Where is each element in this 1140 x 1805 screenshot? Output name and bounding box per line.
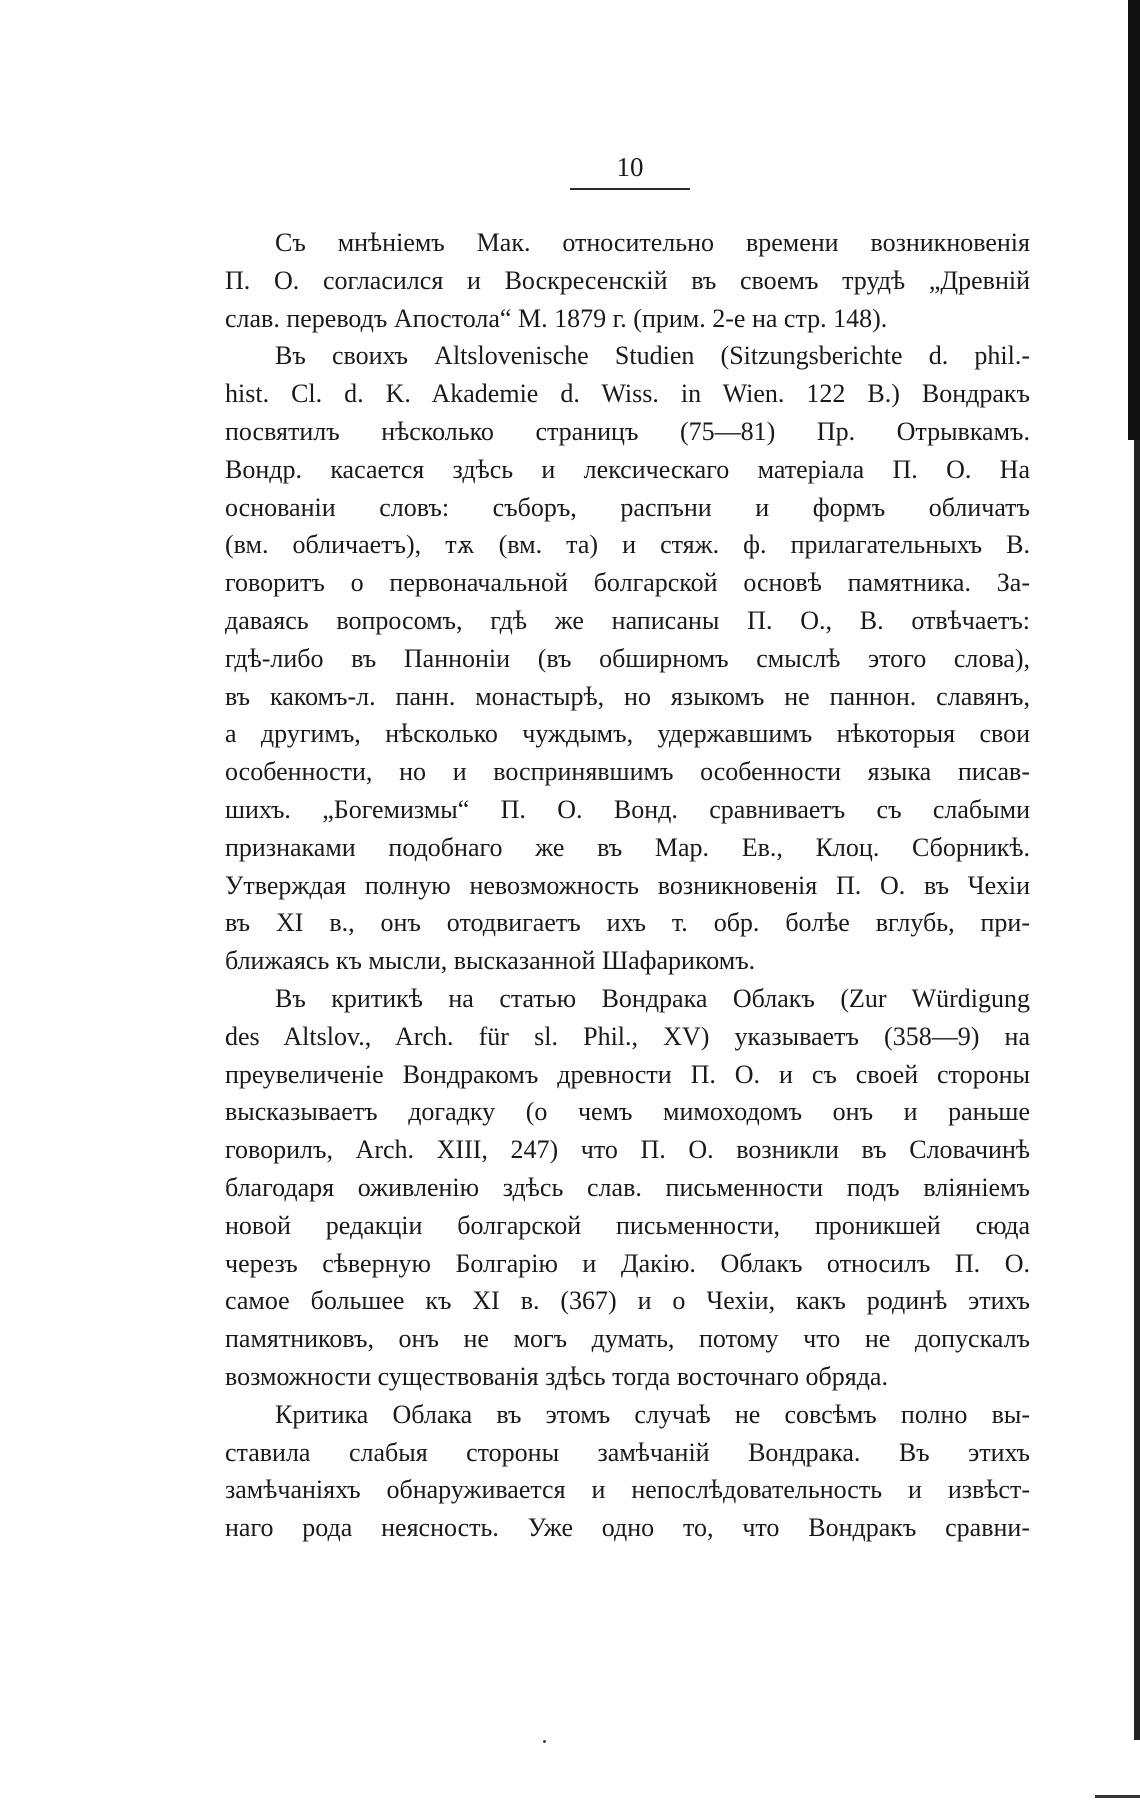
text-line: признаками подобнаго же въ Мар. Ев., Клоц. Сборникѣ.: [225, 832, 1030, 862]
body-text: [225, 224, 1030, 1547]
text-line: Въ своихъ Altslovenische Studien (Sitzungsberichte d. phil.-: [275, 341, 1030, 371]
text-line: hist. Cl. d. K. Akademie d. Wiss. in Wien. 122 B.) Вондракъ: [225, 379, 1030, 409]
text-line: возможности существованія здѣсь тогда восточнаго обряда.: [225, 1361, 888, 1391]
text-line: Съ мнѣніемъ Мак. относительно времени возникновенія: [275, 228, 1030, 257]
text-line: новой редакціи болгарской письменности, проникшей сюда: [225, 1210, 1030, 1240]
text-line: высказываетъ догадку (о чемъ мимоходомъ онъ и раньше: [225, 1097, 1030, 1127]
text-line: des Altslov., Arch. für sl. Phil., XV) указываетъ (358—9) на: [225, 1021, 1030, 1051]
text-line: наго рода неясность. Уже одно то, что Вондракъ сравни-: [225, 1513, 1030, 1543]
text-line: Критика Облака въ этомъ случаѣ не совсѣмъ полно вы-: [275, 1399, 1030, 1429]
text-line: замѣчаніяхъ обнаруживается и непослѣдовательность и извѣст-: [225, 1475, 1030, 1505]
text-line: говоритъ о первоначальной болгарской основѣ памятника. За-: [225, 568, 1030, 598]
text-line: благодаря оживленію здѣсь слав. письменности подъ вліяніемъ: [225, 1172, 1030, 1202]
text-line: говорилъ, Arch. XIII, 247) что П. О. возникли въ Словачинѣ: [225, 1135, 1030, 1165]
text-line: памятниковъ, онъ не могъ думать, потому что не допускалъ: [225, 1324, 1030, 1354]
binding-edge-shadow-lower: [1134, 440, 1140, 1740]
text-line: посвятилъ нѣсколько страницъ (75—81) Пр. Отрывкамъ.: [225, 416, 1030, 446]
page-number: 10: [616, 152, 644, 182]
text-line: а другимъ, нѣсколько чуждымъ, удержавшимъ нѣкоторыя свои: [225, 719, 1030, 749]
text-line: въ XI в., онъ отодвигаетъ ихъ т. обр. болѣе вглубь, при-: [225, 908, 1030, 938]
text-line: преувеличеніе Вондракомъ древности П. О. и съ своей стороны: [225, 1059, 1030, 1089]
text-line: Въ критикѣ на статью Вондрака Облакъ (Zur Würdigung: [275, 983, 1030, 1013]
text-line: ближаясь къ мысли, высказанной Шафарикомъ.: [225, 946, 756, 976]
text-line: черезъ сѣверную Болгарію и Дакію. Облакъ относилъ П. О.: [225, 1248, 1030, 1278]
paper-speck: [543, 1740, 546, 1743]
text-line: Вондр. касается здѣсь и лексическаго матеріала П. О. На: [225, 454, 1030, 484]
text-line: самое большее къ XI в. (367) и о Чехіи, какъ родинѣ этихъ: [225, 1286, 1030, 1316]
text-line: шихъ. „Богемизмы“ П. О. Вонд. сравниваетъ съ слабыми: [225, 794, 1030, 824]
binding-edge-shadow: [1128, 0, 1140, 440]
text-line: слав. переводъ Апостола“ М. 1879 г. (прим. 2-е на стр. 148).: [225, 303, 888, 333]
text-line: ставила слабыя стороны замѣчаній Вондрака. Въ этихъ: [225, 1437, 1030, 1467]
text-line: (вм. обличаетъ), тѫ (вм. та) и стяж. ф. прилагательныхъ В.: [225, 530, 1030, 560]
text-line: въ какомъ-л. панн. монастырѣ, но языкомъ не паннон. славянъ,: [225, 681, 1030, 711]
text-line: даваясь вопросомъ, гдѣ же написаны П. О., В. отвѣчаетъ:: [225, 605, 1030, 635]
scan-edge-mark: [1095, 1795, 1140, 1798]
text-line: особенности, но и воспринявшимъ особенности языка писав-: [225, 757, 1030, 787]
page-number-rule: [570, 188, 690, 190]
text-line: Утверждая полную невозможность возникновенія П. О. въ Чехіи: [225, 870, 1030, 900]
text-line: П. О. согласился и Воскресенскій въ своемъ трудѣ „Древній: [225, 265, 1030, 295]
text-line: основаніи словъ: съборъ, распъни и формъ обличатъ: [225, 492, 1030, 522]
text-line: гдѣ-либо въ Панноніи (въ обширномъ смыслѣ этого слова),: [225, 643, 1030, 673]
